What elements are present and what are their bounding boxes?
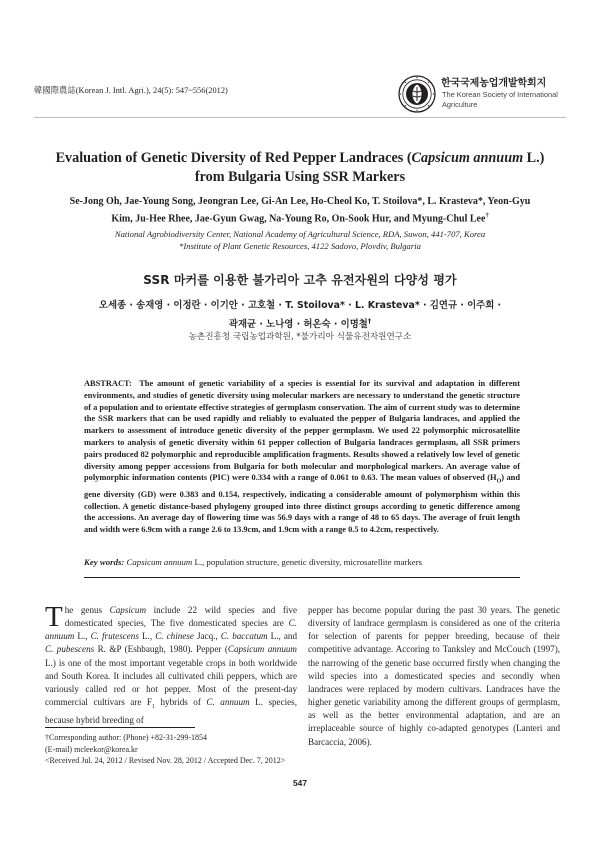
species-name: Capsicum annuum (227, 644, 297, 655)
footnote-email: (E-mail) mcleekor@korea.kr (45, 744, 138, 754)
species-name: C. baccatum (220, 631, 268, 642)
korean-corresponding-mark: † (367, 316, 372, 325)
body-text: L., and (267, 631, 297, 642)
society-logo-block (398, 73, 573, 115)
page-number: 547 (293, 778, 307, 788)
species-name: C. annuum (45, 618, 297, 642)
society-seal-icon (398, 75, 436, 113)
keywords-species: Capsicum annuum (126, 557, 193, 567)
title-text: Evaluation of Genetic Diversity of Red Pepper Landraces ( (55, 150, 412, 166)
keywords-list: L., population structure, genetic diversity, microsatellite markers (192, 557, 423, 567)
abstract-text-continued: ) and gene diversity (GD) were 0.383 and 0.154, respectively, indicating a considerable amount of polymorphism within this collection. A genetic distance-based phylogeny grouped into three distinct groups according to genetic difference among the accessions. An average day of flowering time was 56.9 days with a range of 48 to 65 days. The average of fruit length and width were 6.9cm with a range 2.6 to 13.9cm, and 1.9cm with a range 0.5 to 4.2cm, respectively. (84, 473, 520, 535)
body-text: L., (74, 631, 91, 642)
korean-title: SSR 마커를 이용한 불가리아 고추 유전자원의 다양성 평가 (143, 273, 457, 287)
affiliation-2: *Institute of Plant Genetic Resources, 4122 Sadovo, Plovdiv, Bulgaria (179, 241, 421, 251)
author-line-1: Se-Jong Oh, Jae-Young Song, Jeongran Lee, Gi-An Lee, Ho-Cheol Ko, T. Stoilova*, L. Krasteva*, Yeon-Gyu (69, 196, 531, 207)
body-text: L., (138, 631, 156, 642)
body-text: L. species, because hybrid breeding of (45, 697, 297, 726)
affiliations (40, 228, 560, 252)
footnote-phone: †Corresponding author: (Phone) +82-31-299-1854 (45, 733, 208, 742)
journal-reference: 韓國際農誌(Korean J. Intl. Agri.), 24(5): 547~556(2012) (34, 86, 228, 95)
footnotes (45, 732, 307, 767)
title-species-name: Capsicum annuum (411, 150, 524, 166)
author-line-2: Kim, Ju-Hee Rhee, Jae-Gyun Gwag, Na-Young Ro, On-Sook Hur, and Myung-Chul Lee (111, 213, 486, 225)
body-text: hybrids of (154, 697, 207, 708)
korean-author-list (40, 298, 560, 332)
footnote-dates: <Received Jul. 24, 2012 / Revised Nov. 28, 2012 / Accepted Dec. 7, 2012> (45, 756, 286, 766)
body-column-right: pepper has become popular during the past 30 years. The genetic diversity of landrace germplasm is considered as one of the criteria for selection of parents for pepper breeding, because of their competitive advantage. Accoring to Tanksley and McCouch (1997), the narrowing of the genetic base occurred firstly when changing the wild species into a domesticated species and secondly when landraces were replaced by modern cultivars. Landraces have the higher genetic variability among the different groups of germplasm, as well as the better environmental adaptation, and are an irreplaceable source of highly co-adapted genotypes (Lanteri and Barcaccia, 2006). (308, 605, 560, 747)
title-text-end: L.) (523, 150, 545, 166)
paper-title (40, 149, 560, 186)
body-text: include 22 wild species and five domesticated species, The five domesticated species are (64, 605, 297, 629)
abstract-text: The amount of genetic variability of a species is essential for its survival and adaptation in different environments, and studies of genetic diversity using molecular markers are necessary to understand the genetic structure of a population and to orientate effective strategies of germplasm conservation. The aim of current study was to determine the SSR markers that can be used rapidly and reliably to evaluated the pepper of Bulgaria landraces, and applied the markers to assessment of introduce genetic diversity of the pepper germplasm. We used 22 polymorphic microsatellite markers to analysis of genetic diversity within 61 pepper collection of Bulgaria landraces germplasm, all SSR primers pairs produced 82 polymorphic and reproducible amplification fragments. Results showed a relatively low level of genetic diversity among pepper accessions from Bulgaria for both molecular and morphological markers. An average value of polymorphic information contents (PIC) were 0.334 with a range of 0.061 to 0.63. The mean values of observed (H (84, 379, 520, 483)
society-name-english: The Korean Society of International Agriculture (442, 90, 558, 109)
f1-subscript: 1 (151, 703, 155, 710)
keywords-label: Key words: (84, 557, 125, 567)
drop-cap: T (45, 601, 63, 633)
keywords (84, 557, 524, 567)
header-divider (34, 117, 566, 118)
species-name: C. chinese (155, 631, 194, 642)
corresponding-author-mark: † (485, 212, 489, 219)
body-text: he genus (64, 605, 110, 615)
society-name-korean: 한국국제농업개발학회지 (441, 78, 547, 89)
abstract-label: ABSTRACT: (84, 379, 132, 388)
genus-name: Capsicum (109, 605, 147, 615)
body-text: R. &P (Eshbaugh, 1980). Pepper ( (94, 644, 228, 655)
abstract (84, 378, 520, 536)
body-column-left (45, 601, 297, 727)
body-text: L.) is one of the most important vegetable crops in both worldwide and South Korea. It includes all cultivated chili peppers, which are variously called red or hot pepper. Most of the present-day commercial cultivars are F (45, 657, 297, 708)
species-name: C. frutescens (90, 631, 139, 642)
affiliation-1: National Agrobiodiversity Center, National Academy of Agricultural Science, RDA, Suwon, 441-707, Korea (114, 229, 486, 239)
title-line-2: from Bulgaria Using SSR Markers (194, 168, 406, 185)
abstract-subscript: O (496, 479, 502, 486)
korean-author-line-2: 곽재균 · 노나영 · 허온숙 · 이명철 (228, 318, 368, 330)
body-text: Jacq., (193, 631, 221, 642)
keywords-divider (84, 577, 520, 578)
korean-author-line-1: 오세종 · 송재영 · 이정란 · 이기안 · 고호철 · T. Stoilova* · L. Krasteva* · 김연규 · 이주희 · (98, 300, 502, 311)
korean-affiliation: 농촌진흥청 국립농업과학원, *불가리아 식물유전자원연구소 (188, 332, 412, 342)
species-name: C. pubescens (45, 644, 95, 655)
species-name: C. annuum (206, 697, 250, 708)
author-list (40, 195, 560, 226)
footnote-divider (45, 727, 195, 728)
